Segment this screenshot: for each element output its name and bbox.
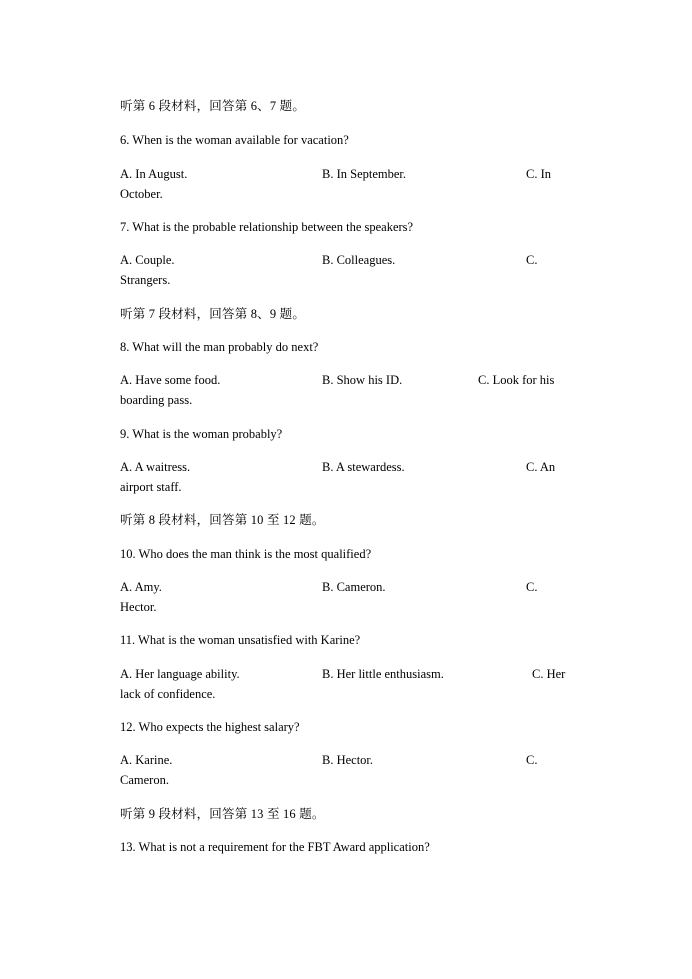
option-12-b: B. Hector. (322, 753, 374, 767)
section-heading-7: 听第 7 段材料，回答第 8、9 题。 (120, 307, 306, 321)
question-9: 9. What is the woman probably? (120, 427, 283, 441)
option-9-c: C. An (526, 460, 556, 474)
option-6-c-continued: October. (120, 187, 163, 201)
option-10-b: B. Cameron. (322, 580, 386, 594)
option-10-c: C. (526, 580, 538, 594)
option-10-a: A. Amy. (120, 580, 162, 594)
option-7-c: C. (526, 253, 538, 267)
option-7-b: B. Colleagues. (322, 253, 396, 267)
question-8: 8. What will the man probably do next? (120, 340, 319, 354)
option-9-c-continued: airport staff. (120, 480, 182, 494)
option-8-b: B. Show his ID. (322, 373, 403, 387)
section-heading-9: 听第 9 段材料，回答第 13 至 16 题。 (120, 807, 325, 821)
option-12-c-continued: Cameron. (120, 773, 169, 787)
question-13: 13. What is not a requirement for the FBT Award application? (120, 840, 430, 854)
option-6-b: B. In September. (322, 167, 407, 181)
option-8-a: A. Have some food. (120, 373, 221, 387)
option-9-b: B. A stewardess. (322, 460, 405, 474)
option-9-a: A. A waitress. (120, 460, 191, 474)
section-heading-6: 听第 6 段材料，回答第 6、7 题。 (120, 99, 306, 113)
option-11-c: C. Her (532, 667, 566, 681)
question-6: 6. When is the woman available for vacation? (120, 133, 349, 147)
option-11-c-continued: lack of confidence. (120, 687, 216, 701)
option-12-c: C. (526, 753, 538, 767)
option-8-c-continued: boarding pass. (120, 393, 193, 407)
option-7-a: A. Couple. (120, 253, 175, 267)
option-11-b: B. Her little enthusiasm. (322, 667, 444, 681)
option-6-a: A. In August. (120, 167, 188, 181)
option-12-a: A. Karine. (120, 753, 173, 767)
option-11-a: A. Her language ability. (120, 667, 240, 681)
section-heading-8: 听第 8 段材料，回答第 10 至 12 题。 (120, 513, 325, 527)
question-7: 7. What is the probable relationship between the speakers? (120, 220, 414, 234)
question-10: 10. Who does the man think is the most qualified? (120, 547, 372, 561)
option-10-c-continued: Hector. (120, 600, 157, 614)
option-8-c: C. Look for his (478, 373, 555, 387)
question-12: 12. Who expects the highest salary? (120, 720, 300, 734)
question-11: 11. What is the woman unsatisfied with Karine? (120, 633, 361, 647)
option-7-c-continued: Strangers. (120, 273, 171, 287)
option-6-c: C. In (526, 167, 551, 181)
